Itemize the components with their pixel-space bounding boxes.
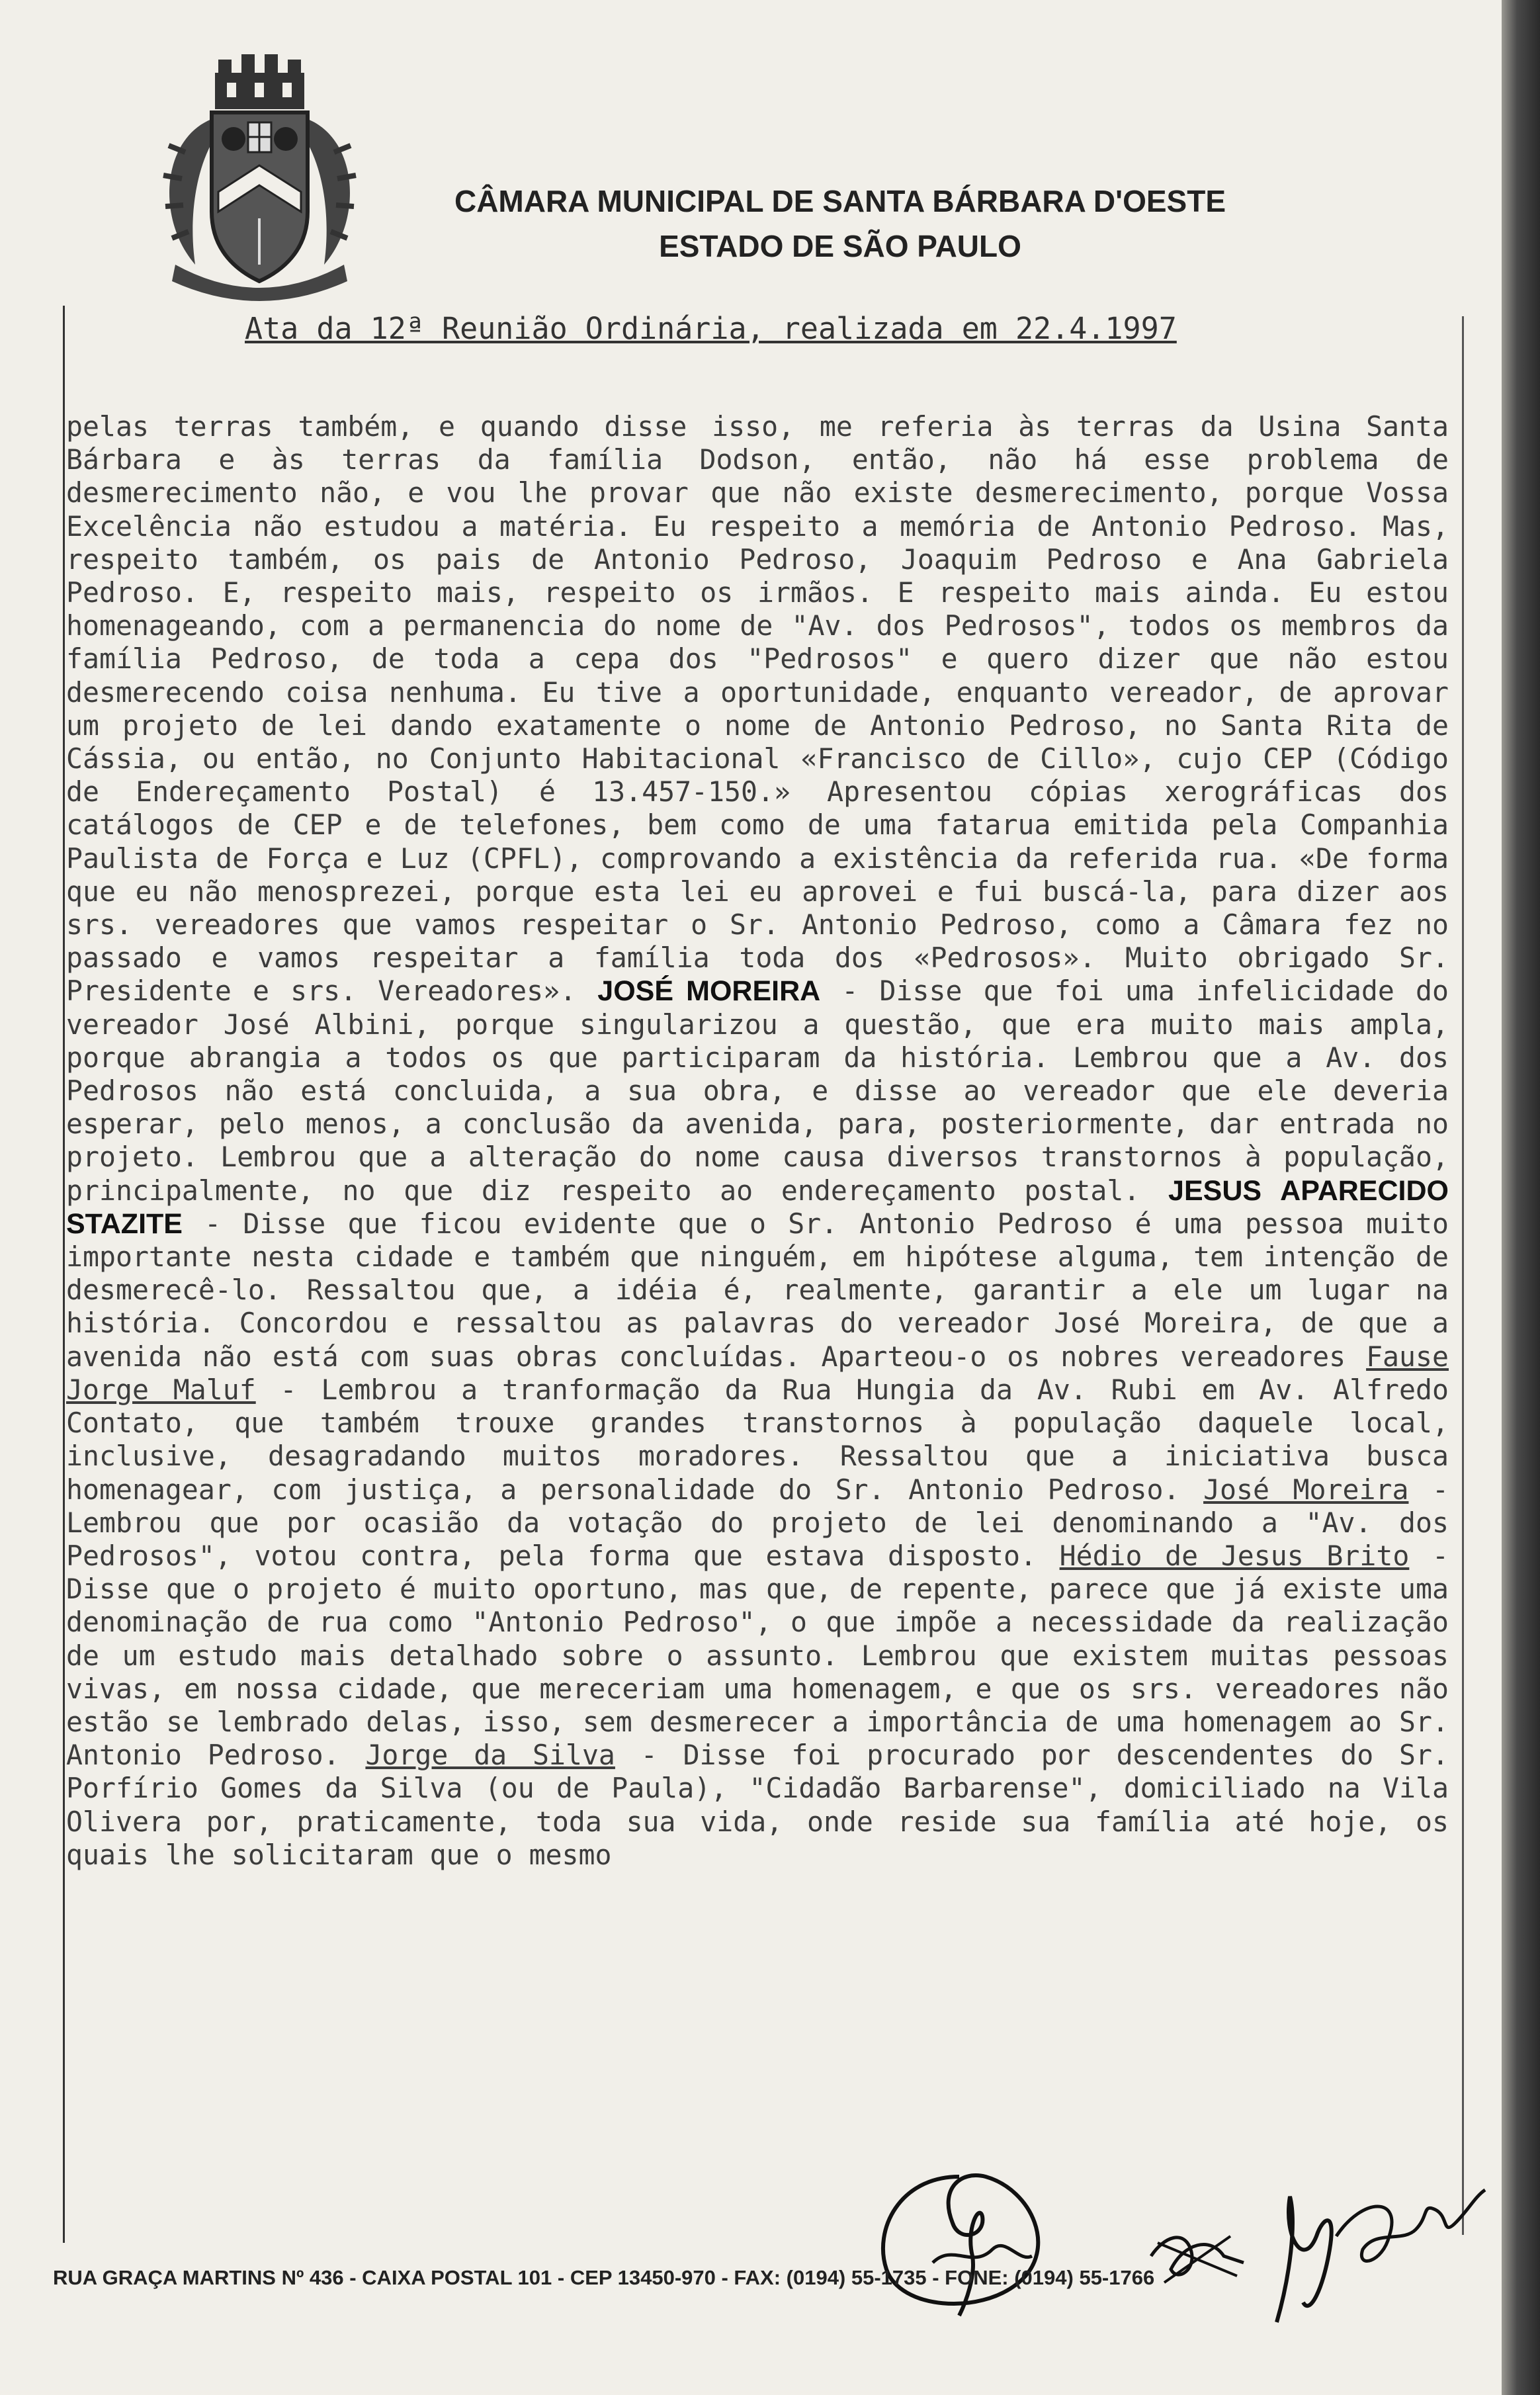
scan-edge (1502, 0, 1540, 2395)
page-frame-left (63, 306, 65, 2243)
body-text-segment: - Disse que foi uma infelicidade do vereador José Albini, porque singularizou a questão, que era muito mais ampla, porque abrangia a todos os que participaram da história. Lembrou que a Av. dos Pedrosos não está concluida, a sua obra, e disse ao vereador que ele deveria esperar, pelo menos, a conclusão da avenida, para, posteriormente, dar entrada no projeto. Lembrou que a alteração do nome causa diversos transtornos à população, principalmente, no que diz respeito ao endereçamento postal. (66, 975, 1449, 1207)
minutes-paragraph (66, 410, 1449, 1872)
state-name: ESTADO DE SÃO PAULO (659, 229, 1021, 263)
signature-1 (860, 2150, 1085, 2322)
aparte-name: Hédio de Jesus Brito (1059, 1539, 1410, 1572)
speaker-name: JESUS APARECIDO STAZITE (66, 1174, 1449, 1240)
signature-2 (1138, 2157, 1495, 2335)
aparte-name: Fause Jorge Maluf (66, 1340, 1449, 1406)
speaker-name: JOSÉ MOREIRA (597, 975, 821, 1008)
body-text-segment: - Disse que ficou evidente que o Sr. Antonio Pedroso é uma pessoa muito importante nesta cidade e também que ninguém, em hipótese alguma, tem intenção de desmerecê-lo. Ressaltou que, a idéia é, realmente, garantir a ele um lugar na história. Concordou e ressaltou as palavras do vereador José Moreira, de que a avenida não está com suas obras concluídas. Aparteou-o os nobres vereadores (66, 1207, 1449, 1373)
aparte-name: Jorge da Silva (365, 1739, 615, 1772)
minutes-title: Ata da 12ª Reunião Ordinária, realizada em 22.4.1997 (245, 311, 1177, 346)
address-footer: RUA GRAÇA MARTINS Nº 436 - CAIXA POSTAL 101 - CEP 13450-970 - FAX: (0194) 55-1735 - FONE: (0194) 55-1766 (53, 2266, 1155, 2289)
page-frame-right (1462, 316, 1464, 2235)
institution-name: CÂMARA MUNICIPAL DE SANTA BÁRBARA D'OESTE (454, 184, 1226, 218)
institution-header (443, 179, 1237, 269)
body-text-segment: - Lembrou a tranformação da Rua Hungia da Av. Rubi em Av. Alfredo Contato, que também trouxe grandes transtornos à população daquele local, inclusive, desagradando muitos moradores. Ressaltou que a iniciativa busca homenagear, com justiça, a personalidade do Sr. Antonio Pedroso. (66, 1373, 1449, 1506)
body-text-segment: - Disse que o projeto é muito oportuno, mas que, de repente, parece que já existe uma denominação de rua como "Antonio Pedroso", o que impõe a necessidade da realização de um estudo mais detalhado sobre o assunto. Lembrou que existem muitas pessoas vivas, em nossa cidade, que mereceriam uma homenagem, e que os srs. vereadores não estão se lembrado delas, isso, sem desmerecer a importância de uma homenagem ao Sr. Antonio Pedroso. (66, 1539, 1449, 1772)
body-text-segment: - Disse foi procurado por descendentes do Sr. Porfírio Gomes da Silva (ou de Paula), "Cidadão Barbarense", domiciliado na Vila Olivera por, praticamente, toda sua vida, onde reside sua família até hoje, os quais lhe solicitaram que o mesmo (66, 1739, 1449, 1871)
body-text-segment: pelas terras também, e quando disse isso, me referia às terras da Usina Santa Bárbara e às terras da família Dodson, então, não há esse problema de desmerecimento não, e vou lhe provar que não existe desmerecimento, porque Vossa Excelência não estudou a matéria. Eu respeito a memória de Antonio Pedroso. Mas, respeito também, os pais de Antonio Pedroso, Joaquim Pedroso e Ana Gabriela Pedroso. E, respeito mais, respeito os irmãos. E respeito mais ainda. Eu estou homenageando, com a permanencia do nome de "Av. dos Pedrosos", todos os membros da família Pedroso, de toda a cepa dos "Pedrosos" e quero dizer que não estou desmerecendo coisa nenhuma. Eu tive a oportunidade, enquanto vereador, de aprovar um projeto de lei dando exatamente o nome de Antonio Pedroso, no Santa Rita de Cássia, ou então, no Conjunto Habitacional «Francisco de Cillo», cujo CEP (Código de Endereçamento Postal) é 13.457-150.» Apresentou cópias xerográficas dos catálogos de CEP e de telefones, bem como de uma fatarua emitida pela Companhia Paulista de Força e Luz (CPFL), comprovando a existência da referida rua. «De forma que eu não menosprezei, porque esta lei eu aprovei e fui buscá-la, para dizer aos srs. vereadores que vamos respeitar o Sr. Antonio Pedroso, como a Câmara fez no passado e vamos respeitar a família toda dos «Pedrosos». Muito obrigado Sr. Presidente e srs. Vereadores». (66, 410, 1449, 1008)
aparte-name: José Moreira (1203, 1473, 1409, 1506)
municipal-coat-of-arms-icon (149, 53, 370, 301)
minutes-body (66, 410, 1449, 1872)
body-text-segment: - Lembrou que por ocasião da votação do projeto de lei denominando a "Av. dos Pedrosos", votou contra, pela forma que estava disposto. (66, 1473, 1449, 1572)
